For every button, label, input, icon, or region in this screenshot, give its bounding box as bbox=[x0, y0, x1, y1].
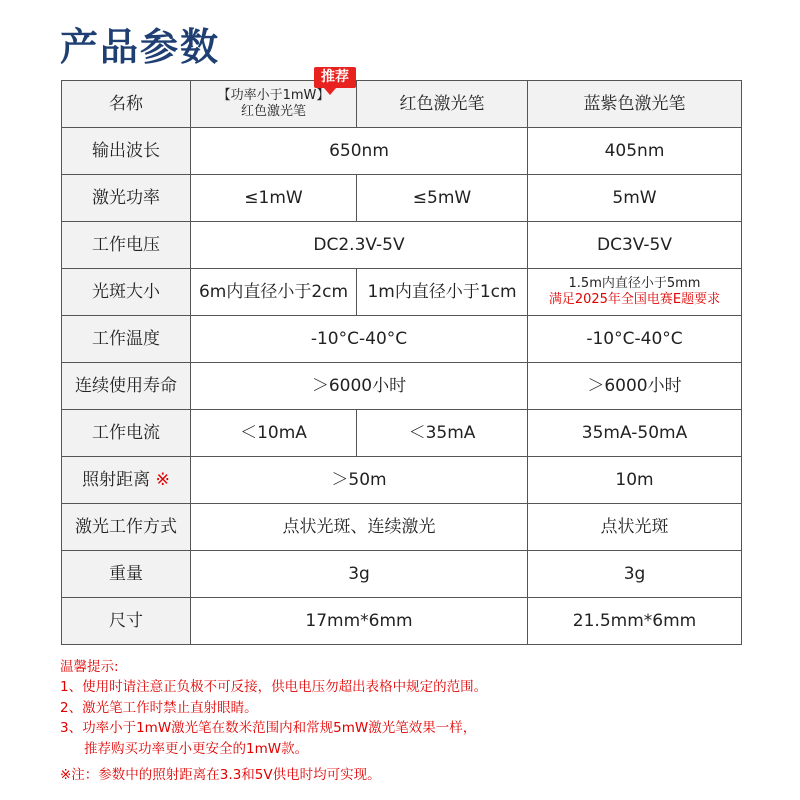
cell-value: ≤1mW bbox=[191, 175, 357, 222]
cell-value: 10m bbox=[528, 457, 742, 504]
header-1mw-red-laser bbox=[191, 69, 357, 128]
cell-value: 6m内直径小于2cm bbox=[191, 269, 357, 316]
row-label: 工作电流 bbox=[62, 410, 191, 457]
row-label-distance bbox=[62, 457, 191, 504]
cell-value: DC3V-5V bbox=[528, 222, 742, 269]
table-row bbox=[62, 363, 742, 410]
recommend-badge: 推荐 bbox=[314, 67, 356, 88]
tip-2: 2、激光笔工作时禁止直射眼睛。 bbox=[60, 699, 258, 716]
warm-tips bbox=[60, 657, 760, 785]
cell-value: 21.5mm*6mm bbox=[528, 598, 742, 645]
spot-blue-line1: 1.5m内直径小于5mm bbox=[568, 276, 701, 292]
cell-value: 405nm bbox=[528, 128, 742, 175]
cell-value: ＞50m bbox=[191, 457, 528, 504]
cell-value: ＞6000小时 bbox=[528, 363, 742, 410]
table-row bbox=[62, 457, 742, 504]
spot-blue-line2: 满足2025年全国电赛E题要求 bbox=[548, 292, 721, 307]
cell-value: 1m内直径小于1cm bbox=[357, 269, 528, 316]
header-1mw-line2: 红色激光笔 bbox=[240, 104, 306, 119]
row-label: 激光工作方式 bbox=[62, 504, 191, 551]
tips-heading: 温馨提示: bbox=[60, 659, 119, 675]
header-blue-violet-laser: 蓝紫色激光笔 bbox=[528, 81, 742, 128]
cell-value: ＞6000小时 bbox=[191, 363, 528, 410]
row-label-text: 照射距离 bbox=[82, 469, 151, 490]
table-row bbox=[62, 128, 742, 175]
row-label: 激光功率 bbox=[62, 175, 191, 222]
table-row bbox=[62, 504, 742, 551]
cell-value: 650nm bbox=[191, 128, 528, 175]
row-label: 输出波长 bbox=[62, 128, 191, 175]
table-row bbox=[62, 598, 742, 645]
header-name: 名称 bbox=[62, 81, 191, 128]
cell-value: 17mm*6mm bbox=[191, 598, 528, 645]
cell-value: 5mW bbox=[528, 175, 742, 222]
cell-value: 3g bbox=[191, 551, 528, 598]
page-title: 产品参数 bbox=[60, 25, 221, 69]
cell-value: ＜35mA bbox=[357, 410, 528, 457]
table-row bbox=[62, 316, 742, 363]
cell-value: -10°C-40°C bbox=[191, 316, 528, 363]
row-label: 重量 bbox=[62, 551, 191, 598]
cell-value: 35mA-50mA bbox=[528, 410, 742, 457]
table-row bbox=[62, 269, 742, 316]
header-1mw-line1: 【功率小于1mW】 bbox=[217, 88, 330, 104]
cell-value: -10°C-40°C bbox=[528, 316, 742, 363]
cell-value: DC2.3V-5V bbox=[191, 222, 528, 269]
cell-value: 3g bbox=[528, 551, 742, 598]
row-label: 工作温度 bbox=[62, 316, 191, 363]
table-row bbox=[62, 551, 742, 598]
cell-value: ＜10mA bbox=[191, 410, 357, 457]
table-row bbox=[62, 222, 742, 269]
row-label: 尺寸 bbox=[62, 598, 191, 645]
footnote: ※注：参数中的照射距离在3.3和5V供电时均可实现。 bbox=[60, 767, 381, 784]
row-label: 工作电压 bbox=[62, 222, 191, 269]
table-row bbox=[62, 175, 742, 222]
header-red-laser: 红色激光笔 bbox=[357, 81, 528, 128]
row-label: 光斑大小 bbox=[62, 269, 191, 316]
tip-3-continued: 推荐购买功率更小更安全的1mW款。 bbox=[84, 740, 309, 757]
table-row bbox=[62, 410, 742, 457]
cell-value: ≤5mW bbox=[357, 175, 528, 222]
cell-value: 点状光斑、连续激光 bbox=[191, 504, 528, 551]
spec-table bbox=[61, 69, 742, 645]
cell-value: 点状光斑 bbox=[528, 504, 742, 551]
tip-3: 3、功率小于1mW激光笔在数米范围内和常规5mW激光笔效果一样， bbox=[60, 720, 477, 737]
tip-1: 1、使用时请注意正负极不可反接，供电电压勿超出表格中规定的范围。 bbox=[60, 679, 488, 696]
footnote-mark: ※ bbox=[155, 469, 170, 490]
cell-value-spot-blue bbox=[528, 269, 742, 316]
row-label: 连续使用寿命 bbox=[62, 363, 191, 410]
table-header-row bbox=[62, 81, 742, 128]
